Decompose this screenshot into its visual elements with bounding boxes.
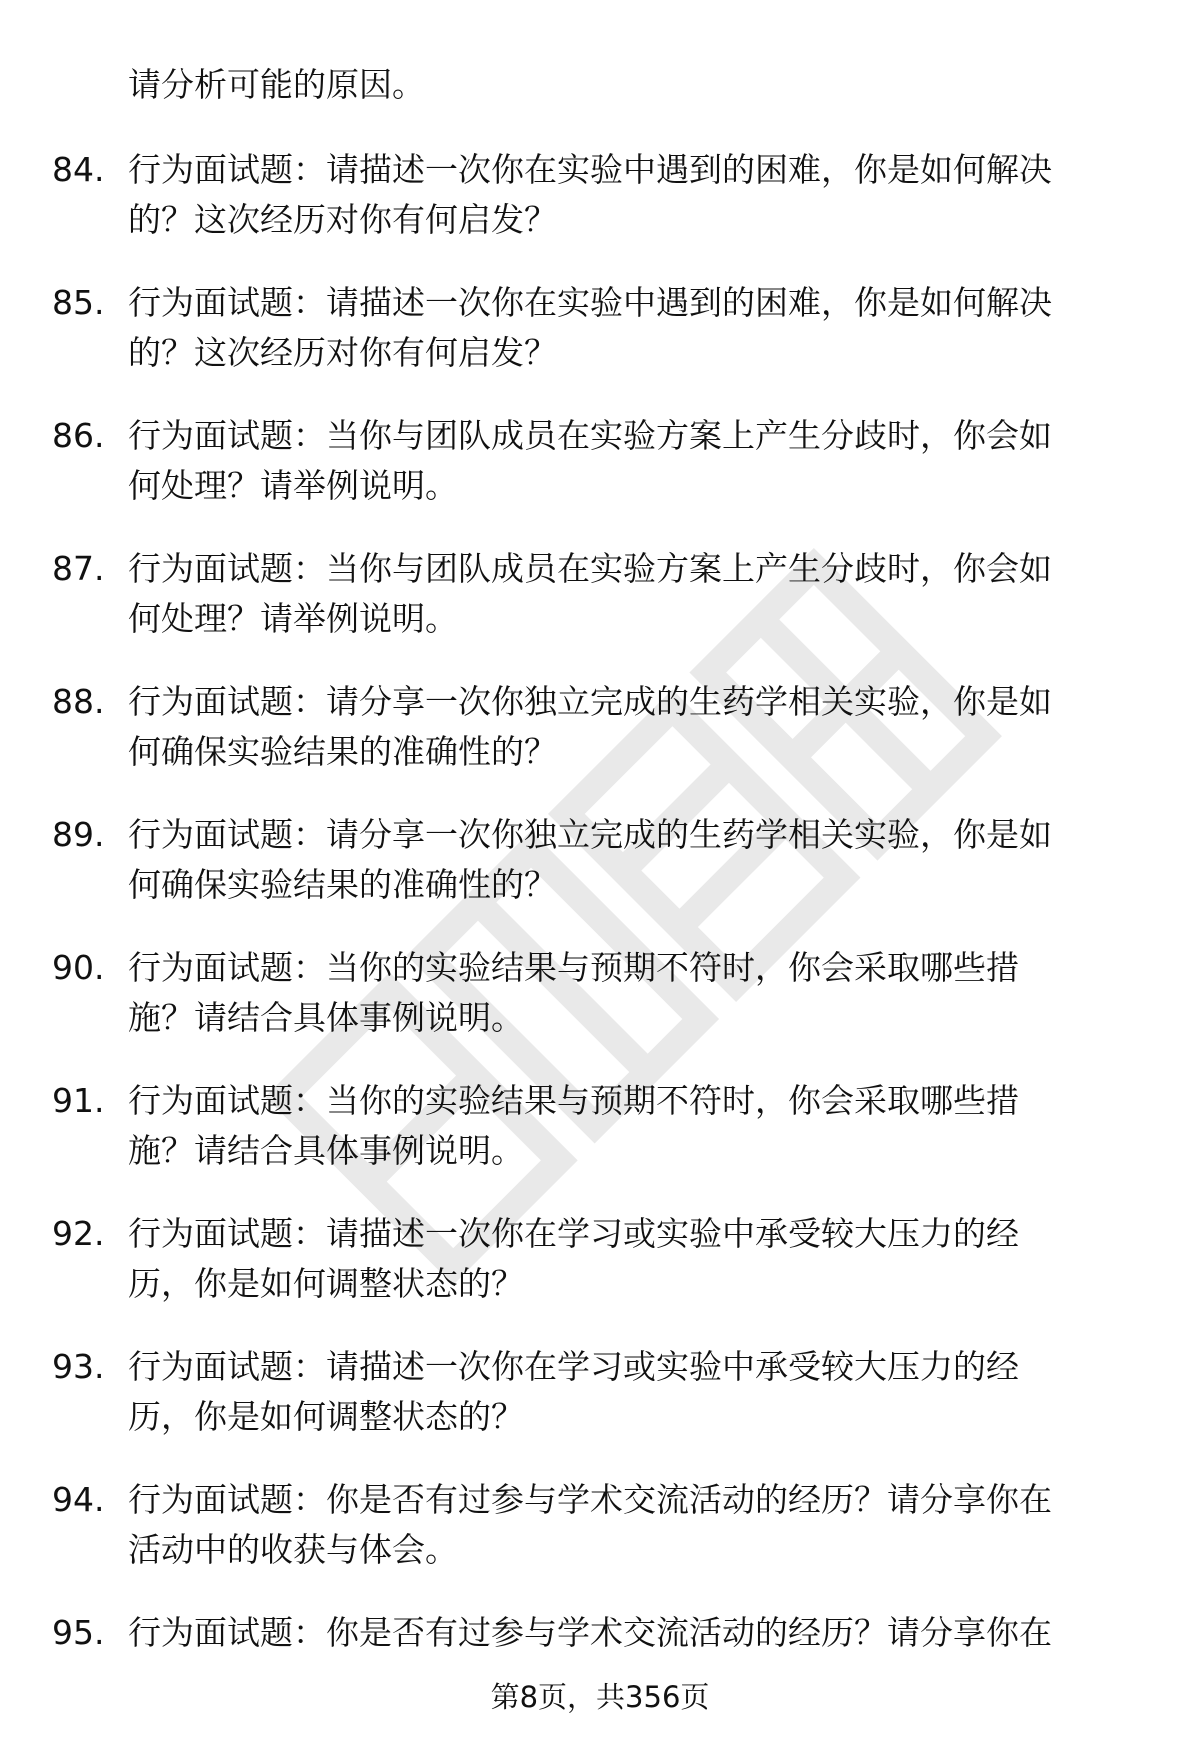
question-number: 85. (52, 283, 105, 322)
question-text-line: 行为面试题：当你与团队成员在实验方案上产生分歧时，你会如 (128, 416, 1052, 455)
question-number: 92. (52, 1214, 105, 1253)
question-number: 91. (52, 1081, 105, 1120)
question-text-line: 行为面试题：当你的实验结果与预期不符时，你会采取哪些措 (128, 948, 1019, 987)
question-number: 86. (52, 416, 105, 455)
question-item (0, 411, 1200, 544)
question-text-line: 行为面试题：请描述一次你在实验中遇到的困难，你是如何解决 (128, 150, 1052, 189)
question-text-line: 行为面试题：请描述一次你在实验中遇到的困难，你是如何解决 (128, 283, 1052, 322)
question-text (128, 943, 1138, 1043)
question-text-line: 行为面试题：你是否有过参与学术交流活动的经历？请分享你在 (128, 1480, 1052, 1519)
question-text-line: 的？这次经历对你有何启发？ (128, 333, 557, 372)
question-number: 88. (52, 682, 105, 721)
question-list (0, 145, 1200, 1741)
question-text (128, 544, 1138, 644)
question-item (0, 943, 1200, 1076)
question-text-line: 何处理？请举例说明。 (128, 466, 458, 505)
question-text (128, 1608, 1138, 1658)
question-number: 87. (52, 549, 105, 588)
question-text-line: 行为面试题：请描述一次你在学习或实验中承受较大压力的经 (128, 1214, 1019, 1253)
question-text-line: 历，你是如何调整状态的？ (128, 1264, 524, 1303)
question-text-line: 历，你是如何调整状态的？ (128, 1397, 524, 1436)
question-item (0, 544, 1200, 677)
question-text-line: 行为面试题：请描述一次你在学习或实验中承受较大压力的经 (128, 1347, 1019, 1386)
question-number: 94. (52, 1480, 105, 1519)
question-text-line: 何确保实验结果的准确性的？ (128, 865, 557, 904)
question-text-line: 行为面试题：当你与团队成员在实验方案上产生分歧时，你会如 (128, 549, 1052, 588)
question-item (0, 145, 1200, 278)
question-text-line: 施？请结合具体事例说明。 (128, 1131, 524, 1170)
question-item (0, 1342, 1200, 1475)
question-text-line: 行为面试题：当你的实验结果与预期不符时，你会采取哪些措 (128, 1081, 1019, 1120)
question-text (128, 145, 1138, 245)
question-number: 93. (52, 1347, 105, 1386)
question-item (0, 1608, 1200, 1741)
question-text-line: 何确保实验结果的准确性的？ (128, 732, 557, 771)
question-text-line: 行为面试题：你是否有过参与学术交流活动的经历？请分享你在 (128, 1613, 1052, 1652)
question-item (0, 810, 1200, 943)
question-text-line: 活动中的收获与体会。 (128, 1530, 458, 1569)
question-text (128, 1209, 1138, 1309)
question-item (0, 1076, 1200, 1209)
question-text (128, 411, 1138, 511)
question-text (128, 278, 1138, 378)
question-text-line: 施？请结合具体事例说明。 (128, 998, 524, 1037)
question-text (128, 1076, 1138, 1176)
question-number: 90. (52, 948, 105, 987)
question-text (128, 677, 1138, 777)
question-text-line: 行为面试题：请分享一次你独立完成的生药学相关实验，你是如 (128, 815, 1052, 854)
question-item (0, 278, 1200, 411)
question-item (0, 1475, 1200, 1608)
continuation-text: 请分析可能的原因。 (128, 65, 425, 104)
page-footer: 第8页，共356页 (490, 1680, 710, 1714)
question-item (0, 1209, 1200, 1342)
question-text (128, 1475, 1138, 1575)
question-text-line: 何处理？请举例说明。 (128, 599, 458, 638)
question-number: 89. (52, 815, 105, 854)
question-item (0, 677, 1200, 810)
question-number: 84. (52, 150, 105, 189)
question-number: 95. (52, 1613, 105, 1652)
question-text-line: 的？这次经历对你有何启发？ (128, 200, 557, 239)
question-text-line: 行为面试题：请分享一次你独立完成的生药学相关实验，你是如 (128, 682, 1052, 721)
question-text (128, 1342, 1138, 1442)
question-text (128, 810, 1138, 910)
